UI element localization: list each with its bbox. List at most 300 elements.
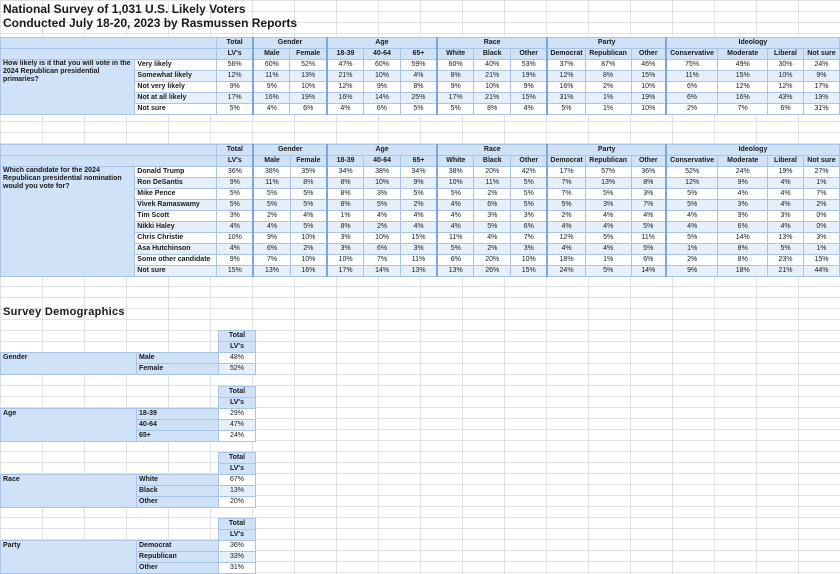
cell-value: 5%	[666, 233, 718, 244]
header-blank	[1, 398, 219, 409]
cell-value: 1%	[585, 104, 631, 115]
cell-value: 5%	[290, 222, 327, 233]
answer-label: Not at all likely	[135, 93, 217, 104]
answer-label: Tim Scott	[135, 211, 217, 222]
cell-value: 4%	[547, 222, 585, 233]
cell-value: 10%	[364, 71, 401, 82]
demographic-value: 29%	[219, 409, 256, 420]
cell-value: 30%	[768, 60, 804, 71]
cell-value: 42%	[511, 167, 548, 178]
demographic-category: Gender	[1, 353, 137, 375]
cell-value: 8%	[437, 71, 474, 82]
cell-value: 8%	[474, 104, 511, 115]
cell-value: 37%	[547, 60, 585, 71]
cell-value: 4%	[666, 211, 718, 222]
cell-value: 4%	[400, 222, 437, 233]
cell-value: 5%	[666, 189, 718, 200]
cell-value: 44%	[803, 266, 839, 277]
cell-value: 12%	[718, 82, 768, 93]
column-header: Democrat	[547, 156, 585, 167]
cell-value: 3%	[585, 200, 631, 211]
header-blank	[1, 38, 217, 49]
cell-value: 1%	[585, 255, 631, 266]
group-header-gender: Gender	[253, 145, 327, 156]
cell-value: 4%	[400, 71, 437, 82]
cell-value: 8%	[631, 178, 666, 189]
cell-value: 9%	[511, 82, 548, 93]
demographic-value: 24%	[219, 431, 256, 442]
cell-value: 19%	[803, 93, 839, 104]
column-header: Democrat	[547, 49, 585, 60]
cell-value: 10%	[631, 104, 666, 115]
cell-value: 5%	[290, 189, 327, 200]
column-header: Black	[474, 156, 511, 167]
cell-value: 8%	[400, 82, 437, 93]
column-header: Female	[290, 49, 327, 60]
cell-value: 1%	[585, 93, 631, 104]
cell-value: 5%	[511, 200, 548, 211]
column-header: Female	[290, 156, 327, 167]
cell-value: 3%	[803, 233, 839, 244]
cell-value: 75%	[666, 60, 718, 71]
cell-value: 3%	[364, 189, 401, 200]
cell-value: 8%	[327, 189, 364, 200]
cell-value: 6%	[437, 255, 474, 266]
cell-value: 9%	[217, 178, 254, 189]
column-header: Republican	[585, 156, 631, 167]
cell-value: 5%	[547, 200, 585, 211]
demographic-label: 40-64	[137, 420, 219, 431]
cell-value: 38%	[253, 167, 290, 178]
header-blank	[1, 156, 217, 167]
column-header: Not sure	[803, 49, 839, 60]
cell-value: 5%	[217, 200, 254, 211]
cell-value: 24%	[803, 60, 839, 71]
cell-value: 5%	[585, 266, 631, 277]
answer-label: Nikki Haley	[135, 222, 217, 233]
header-blank	[1, 342, 219, 353]
group-header-race: Race	[437, 145, 547, 156]
cell-value: 6%	[474, 200, 511, 211]
column-header: Male	[253, 156, 290, 167]
cell-value: 14%	[364, 266, 401, 277]
cell-value: 4%	[217, 244, 254, 255]
cell-value: 12%	[327, 82, 364, 93]
column-header: Other	[631, 156, 666, 167]
cell-value: 3%	[718, 211, 768, 222]
demographic-value: 52%	[219, 364, 256, 375]
cell-value: 10%	[768, 71, 804, 82]
cell-value: 6%	[511, 222, 548, 233]
cell-value: 4%	[768, 189, 804, 200]
demographic-label: 65+	[137, 431, 219, 442]
cell-value: 4%	[718, 189, 768, 200]
answer-label: Not sure	[135, 104, 217, 115]
column-header: White	[437, 156, 474, 167]
demographics-table-age	[0, 386, 256, 442]
lv-header: LV's	[219, 464, 256, 475]
column-header: Other	[511, 49, 548, 60]
survey-title: National Survey of 1,031 U.S. Likely Voters	[3, 2, 246, 16]
cell-value: 40%	[474, 60, 511, 71]
demographic-value: 33%	[219, 552, 256, 563]
cell-value: 9%	[253, 233, 290, 244]
answer-label: Not sure	[135, 266, 217, 277]
cell-value: 9%	[364, 82, 401, 93]
cell-value: 4%	[437, 200, 474, 211]
column-header: 65+	[400, 156, 437, 167]
column-header: Moderate	[718, 49, 768, 60]
cell-value: 6%	[631, 255, 666, 266]
cell-value: 8%	[327, 200, 364, 211]
cell-value: 27%	[803, 167, 839, 178]
group-header-party: Party	[547, 145, 666, 156]
table-row	[1, 409, 256, 420]
header-blank	[1, 519, 219, 530]
cell-value: 4%	[511, 104, 548, 115]
cell-value: 4%	[474, 233, 511, 244]
cell-value: 1%	[327, 211, 364, 222]
demographic-label: Republican	[137, 552, 219, 563]
column-header: Liberal	[768, 156, 804, 167]
cell-value: 3%	[217, 211, 254, 222]
cell-value: 4%	[217, 222, 254, 233]
cell-value: 38%	[437, 167, 474, 178]
cell-value: 57%	[585, 167, 631, 178]
column-header: Conservative	[666, 49, 718, 60]
cell-value: 9%	[803, 71, 839, 82]
cell-value: 4%	[768, 222, 804, 233]
cell-value: 35%	[290, 167, 327, 178]
group-header-total: Total	[217, 38, 254, 49]
cell-value: 15%	[718, 71, 768, 82]
cell-value: 4%	[437, 211, 474, 222]
cell-value: 20%	[474, 167, 511, 178]
cell-value: 3%	[718, 200, 768, 211]
cell-value: 13%	[400, 266, 437, 277]
demographic-value: 13%	[219, 486, 256, 497]
cell-value: 13%	[290, 71, 327, 82]
header-blank	[1, 145, 217, 156]
cell-value: 36%	[217, 167, 254, 178]
cell-value: 4%	[253, 104, 290, 115]
cell-value: 10%	[290, 255, 327, 266]
answer-label: Some other candidate	[135, 255, 217, 266]
cell-value: 3%	[327, 244, 364, 255]
cell-value: 46%	[631, 60, 666, 71]
cell-value: 8%	[718, 255, 768, 266]
cell-value: 18%	[547, 255, 585, 266]
cell-value: 15%	[217, 266, 254, 277]
cell-value: 3%	[631, 189, 666, 200]
cell-value: 1%	[666, 244, 718, 255]
cell-value: 11%	[631, 233, 666, 244]
answer-label: Very likely	[135, 60, 217, 71]
cell-value: 10%	[474, 82, 511, 93]
cell-value: 0%	[803, 211, 839, 222]
cell-value: 5%	[585, 189, 631, 200]
group-header-race: Race	[437, 38, 547, 49]
demographic-label: Other	[137, 497, 219, 508]
cell-value: 25%	[400, 93, 437, 104]
cell-value: 15%	[803, 255, 839, 266]
cell-value: 19%	[631, 93, 666, 104]
demographic-category: Party	[1, 541, 137, 574]
total-header: Total	[219, 331, 256, 342]
cell-value: 2%	[290, 244, 327, 255]
cell-value: 4%	[253, 222, 290, 233]
column-header: 18-39	[327, 49, 364, 60]
answer-label: Ron DeSantis	[135, 178, 217, 189]
cell-value: 10%	[511, 255, 548, 266]
cell-value: 5%	[585, 233, 631, 244]
cell-value: 19%	[290, 93, 327, 104]
cell-value: 5%	[474, 222, 511, 233]
demographic-category: Age	[1, 409, 137, 442]
cell-value: 11%	[666, 71, 718, 82]
cell-value: 52%	[290, 60, 327, 71]
cell-value: 53%	[511, 60, 548, 71]
column-header: 18-39	[327, 156, 364, 167]
cell-value: 5%	[437, 189, 474, 200]
cell-value: 15%	[511, 266, 548, 277]
cell-value: 4%	[666, 222, 718, 233]
cell-value: 6%	[718, 222, 768, 233]
header-blank	[1, 49, 217, 60]
cell-value: 7%	[253, 255, 290, 266]
answer-label: Somewhat likely	[135, 71, 217, 82]
cell-value: 15%	[631, 71, 666, 82]
cell-value: 7%	[547, 189, 585, 200]
demographic-value: 67%	[219, 475, 256, 486]
demographics-table-party	[0, 518, 256, 574]
question-text: How likely is it that you will vote in the 2024 Republican presidential primaries?	[1, 60, 135, 115]
demographic-value: 31%	[219, 563, 256, 574]
cell-value: 4%	[585, 211, 631, 222]
cell-value: 5%	[631, 244, 666, 255]
column-header: LV's	[217, 49, 254, 60]
cell-value: 9%	[718, 178, 768, 189]
answer-label: Mike Pence	[135, 189, 217, 200]
cell-value: 6%	[364, 104, 401, 115]
cell-value: 5%	[400, 104, 437, 115]
group-header-age: Age	[327, 145, 437, 156]
q1-crosstab	[0, 37, 840, 115]
cell-value: 11%	[253, 71, 290, 82]
answer-label: Vivek Ramaswamy	[135, 200, 217, 211]
cell-value: 7%	[631, 200, 666, 211]
cell-value: 21%	[327, 71, 364, 82]
cell-value: 31%	[803, 104, 839, 115]
column-header: 65+	[400, 49, 437, 60]
cell-value: 13%	[253, 266, 290, 277]
cell-value: 24%	[547, 266, 585, 277]
cell-value: 12%	[666, 178, 718, 189]
cell-value: 11%	[253, 178, 290, 189]
cell-value: 17%	[437, 93, 474, 104]
cell-value: 16%	[253, 93, 290, 104]
cell-value: 3%	[327, 233, 364, 244]
cell-value: 47%	[327, 60, 364, 71]
total-header: Total	[219, 519, 256, 530]
cell-value: 10%	[437, 178, 474, 189]
cell-value: 17%	[217, 93, 254, 104]
group-header-party: Party	[547, 38, 666, 49]
column-header: White	[437, 49, 474, 60]
cell-value: 9%	[253, 82, 290, 93]
demographic-value: 36%	[219, 541, 256, 552]
cell-value: 3%	[511, 211, 548, 222]
cell-value: 7%	[718, 104, 768, 115]
cell-value: 15%	[400, 233, 437, 244]
cell-value: 5%	[666, 200, 718, 211]
demographic-label: Other	[137, 563, 219, 574]
demographic-value: 20%	[219, 497, 256, 508]
cell-value: 2%	[547, 211, 585, 222]
cell-value: 2%	[474, 244, 511, 255]
column-header: LV's	[217, 156, 254, 167]
cell-value: 5%	[217, 189, 254, 200]
cell-value: 14%	[631, 266, 666, 277]
column-header: Male	[253, 49, 290, 60]
cell-value: 7%	[364, 255, 401, 266]
cell-value: 2%	[585, 82, 631, 93]
total-header: Total	[219, 387, 256, 398]
cell-value: 36%	[631, 167, 666, 178]
demographic-label: Democrat	[137, 541, 219, 552]
cell-value: 7%	[547, 178, 585, 189]
cell-value: 60%	[437, 60, 474, 71]
cell-value: 24%	[718, 167, 768, 178]
cell-value: 6%	[364, 244, 401, 255]
cell-value: 4%	[768, 200, 804, 211]
cell-value: 8%	[718, 244, 768, 255]
cell-value: 9%	[400, 178, 437, 189]
cell-value: 13%	[585, 178, 631, 189]
cell-value: 16%	[290, 266, 327, 277]
demographic-label: Black	[137, 486, 219, 497]
header-blank	[1, 464, 219, 475]
cell-value: 10%	[290, 233, 327, 244]
cell-value: 5%	[511, 189, 548, 200]
column-header: 40-64	[364, 156, 401, 167]
cell-value: 5%	[290, 200, 327, 211]
header-blank	[1, 331, 219, 342]
cell-value: 21%	[768, 266, 804, 277]
cell-value: 17%	[803, 82, 839, 93]
cell-value: 5%	[364, 200, 401, 211]
lv-header: LV's	[219, 342, 256, 353]
cell-value: 6%	[290, 104, 327, 115]
column-header: Republican	[585, 49, 631, 60]
cell-value: 60%	[364, 60, 401, 71]
group-header-age: Age	[327, 38, 437, 49]
cell-value: 5%	[437, 104, 474, 115]
cell-value: 5%	[437, 244, 474, 255]
cell-value: 2%	[666, 104, 718, 115]
cell-value: 26%	[474, 266, 511, 277]
cell-value: 52%	[666, 167, 718, 178]
cell-value: 4%	[547, 244, 585, 255]
cell-value: 6%	[253, 244, 290, 255]
cell-value: 49%	[718, 60, 768, 71]
cell-value: 4%	[290, 211, 327, 222]
cell-value: 7%	[511, 233, 548, 244]
cell-value: 1%	[803, 178, 839, 189]
cell-value: 43%	[768, 93, 804, 104]
cell-value: 13%	[768, 233, 804, 244]
header-blank	[1, 387, 219, 398]
cell-value: 16%	[718, 93, 768, 104]
demographic-label: Male	[137, 353, 219, 364]
cell-value: 17%	[547, 167, 585, 178]
cell-value: 5%	[768, 244, 804, 255]
table-row	[1, 353, 256, 364]
demographic-label: Female	[137, 364, 219, 375]
demographic-label: White	[137, 475, 219, 486]
demographic-value: 47%	[219, 420, 256, 431]
cell-value: 19%	[511, 71, 548, 82]
cell-value: 7%	[803, 189, 839, 200]
cell-value: 2%	[666, 255, 718, 266]
cell-value: 21%	[474, 93, 511, 104]
cell-value: 4%	[768, 178, 804, 189]
cell-value: 5%	[511, 178, 548, 189]
cell-value: 9%	[217, 255, 254, 266]
cell-value: 2%	[400, 200, 437, 211]
cell-value: 11%	[437, 233, 474, 244]
cell-value: 0%	[803, 222, 839, 233]
total-header: Total	[219, 453, 256, 464]
group-header-ideology: Ideology	[666, 38, 840, 49]
lv-header: LV's	[219, 530, 256, 541]
cell-value: 8%	[327, 178, 364, 189]
cell-value: 10%	[364, 233, 401, 244]
cell-value: 60%	[253, 60, 290, 71]
cell-value: 13%	[437, 266, 474, 277]
cell-value: 10%	[631, 82, 666, 93]
answer-label: Chris Christie	[135, 233, 217, 244]
cell-value: 5%	[547, 104, 585, 115]
cell-value: 2%	[364, 222, 401, 233]
cell-value: 20%	[474, 255, 511, 266]
cell-value: 15%	[511, 93, 548, 104]
group-header-gender: Gender	[253, 38, 327, 49]
cell-value: 3%	[474, 211, 511, 222]
cell-value: 12%	[217, 71, 254, 82]
cell-value: 8%	[585, 71, 631, 82]
column-header: Not sure	[803, 156, 839, 167]
demographics-title: Survey Demographics	[3, 306, 125, 318]
cell-value: 34%	[400, 167, 437, 178]
cell-value: 12%	[768, 82, 804, 93]
cell-value: 8%	[290, 178, 327, 189]
table-row	[1, 167, 840, 178]
table-row	[1, 60, 840, 71]
cell-value: 10%	[327, 255, 364, 266]
cell-value: 17%	[327, 266, 364, 277]
cell-value: 12%	[547, 71, 585, 82]
demographic-label: 18-39	[137, 409, 219, 420]
demographics-table-gender	[0, 330, 256, 375]
column-header: Black	[474, 49, 511, 60]
cell-value: 10%	[290, 82, 327, 93]
cell-value: 10%	[217, 233, 254, 244]
demographic-category: Race	[1, 475, 137, 508]
header-blank	[1, 530, 219, 541]
cell-value: 21%	[474, 71, 511, 82]
cell-value: 16%	[327, 93, 364, 104]
